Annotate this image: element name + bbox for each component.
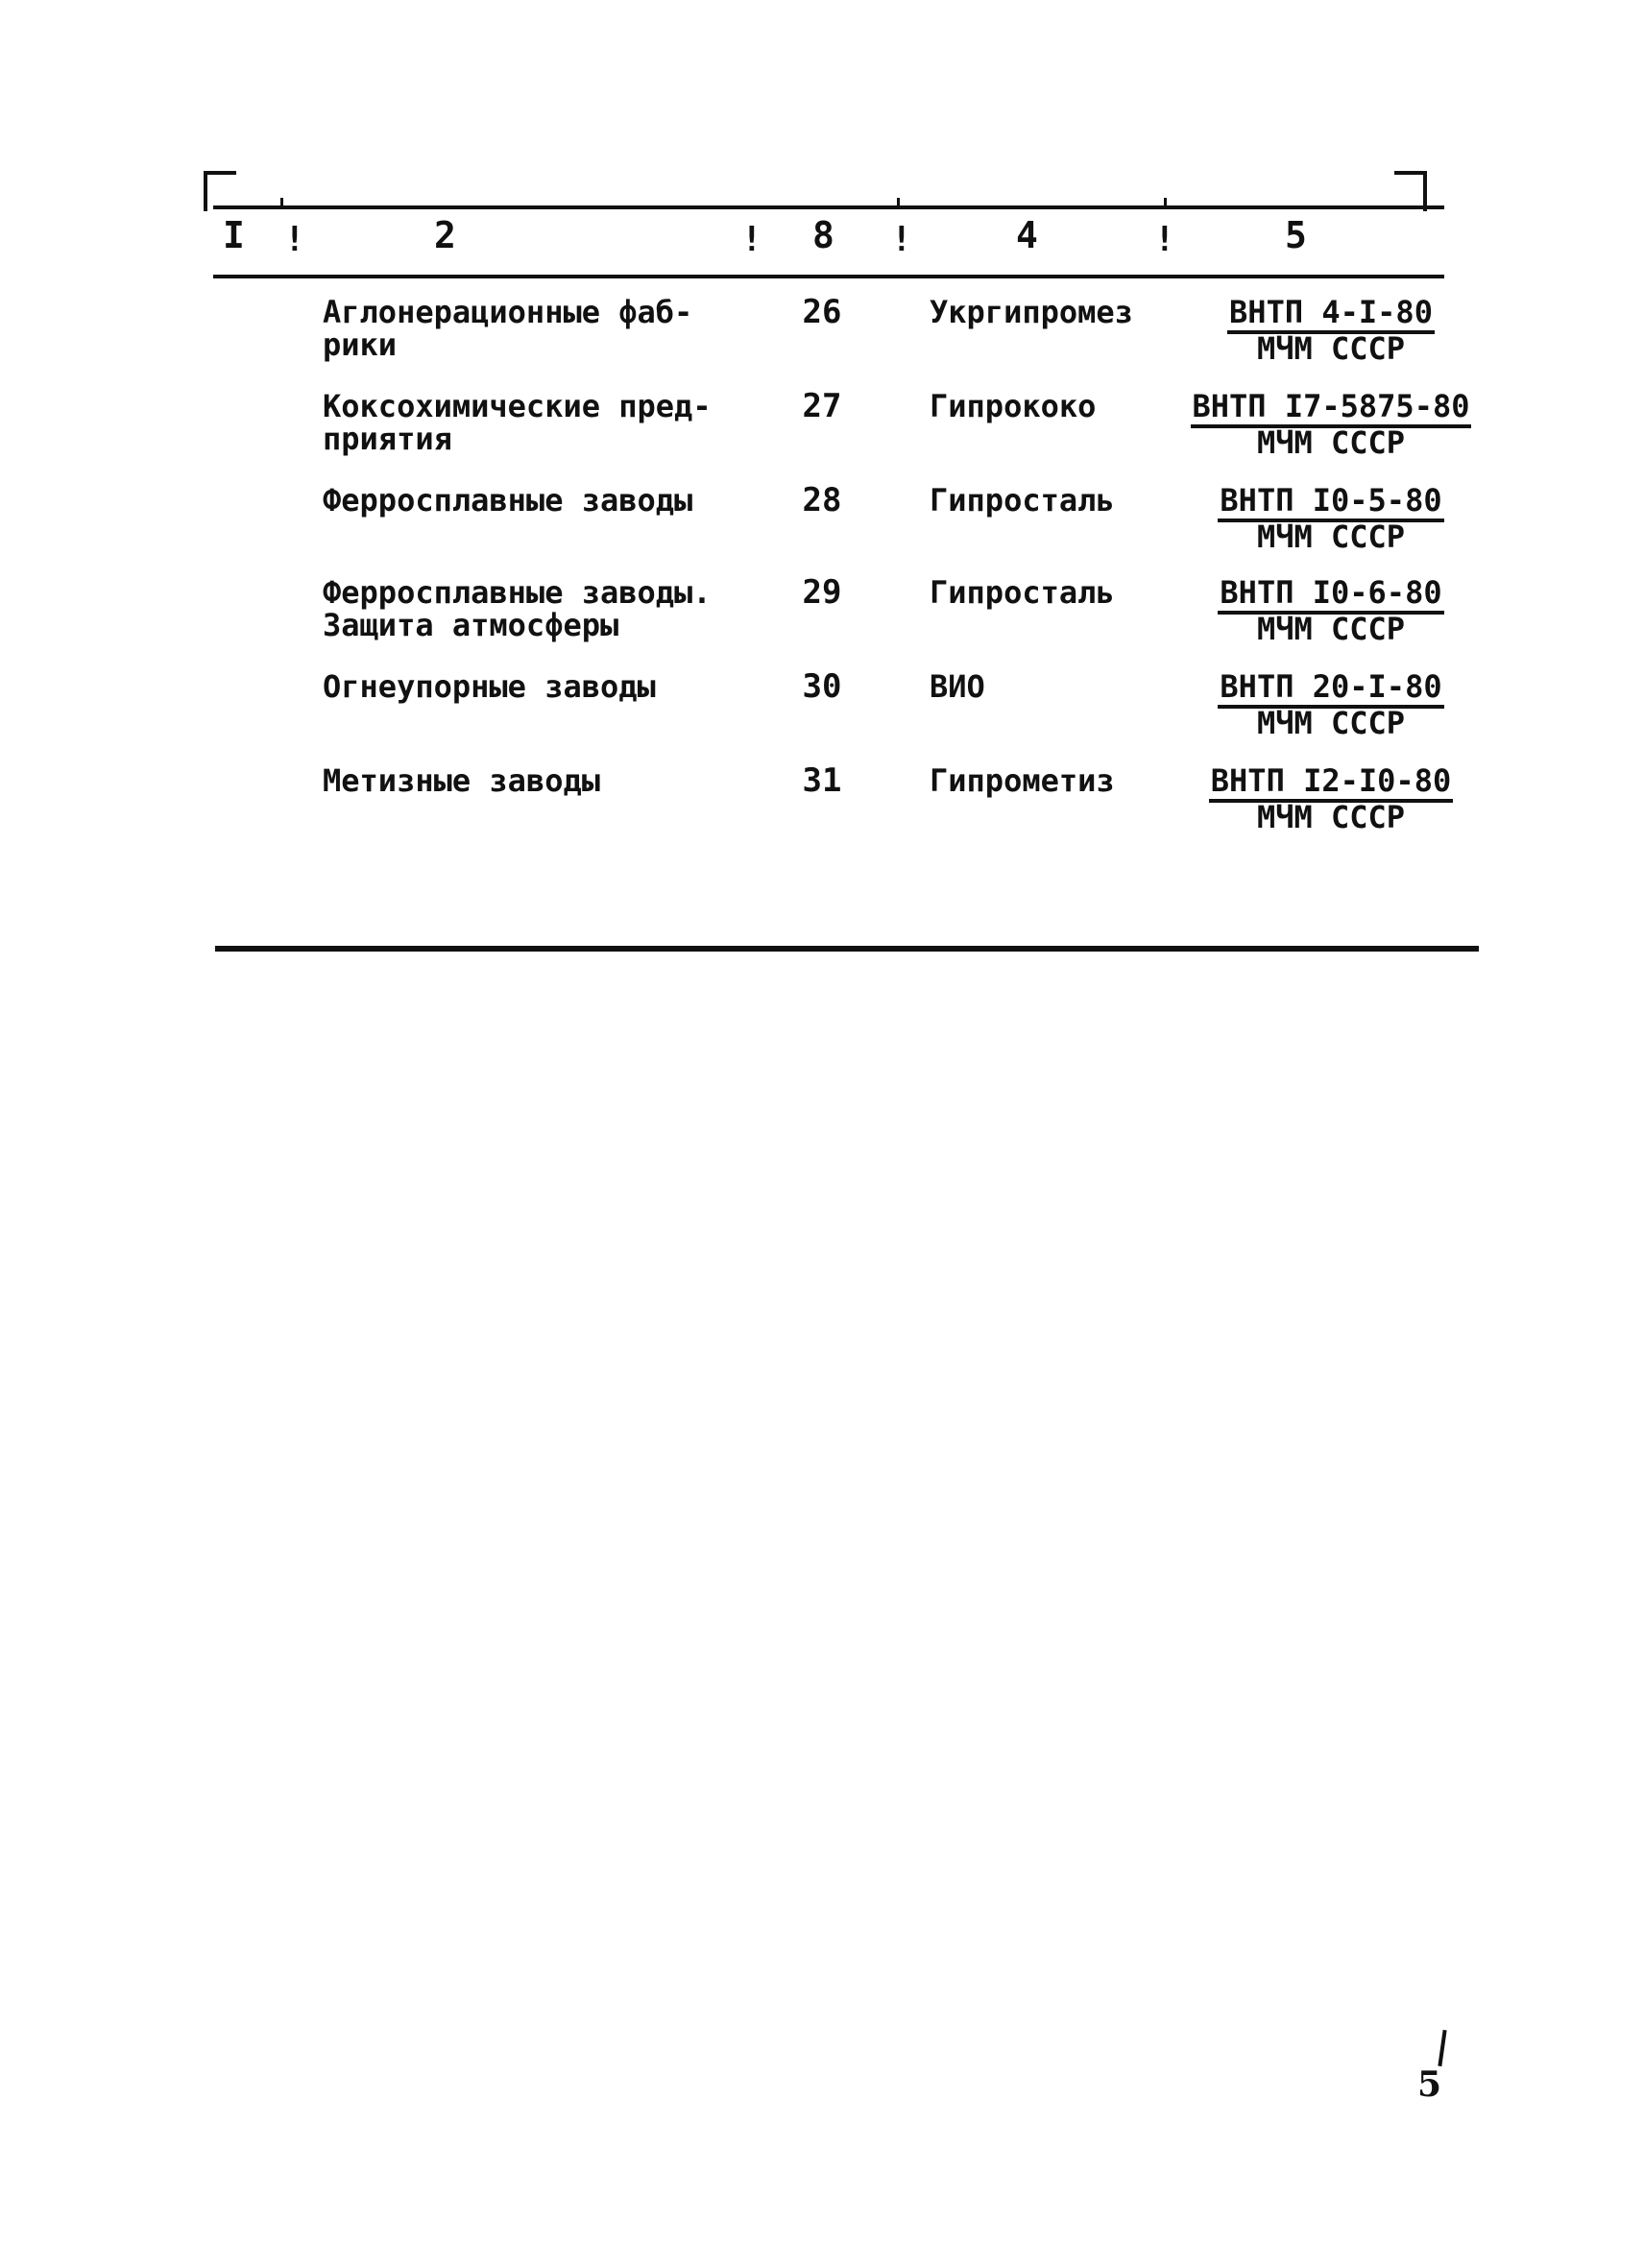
table-header-rule [213, 275, 1444, 278]
column-tick [1164, 198, 1167, 207]
standard-code: ВНТП I0-6-80 [1218, 576, 1443, 615]
standard-code: ВНТП 20-I-80 [1218, 670, 1443, 709]
standard-code: ВНТП I0-5-80 [1218, 484, 1443, 522]
item-number: 28 [802, 481, 842, 519]
page-corner-mark [1438, 2030, 1446, 2066]
standard-reference [1177, 576, 1485, 645]
item-number: 31 [802, 761, 842, 800]
column-tick [280, 198, 283, 207]
table-row [0, 481, 1644, 570]
header-col-2: 2 [434, 214, 456, 256]
organization-name: Укргипромез [930, 294, 1133, 330]
standard-ministry: МЧМ СССР [1256, 519, 1406, 555]
table-row [0, 761, 1644, 851]
standard-reference [1177, 484, 1485, 553]
standard-ministry: МЧМ СССР [1256, 424, 1406, 461]
enterprise-name: Огнеупорные заводы [323, 668, 656, 705]
standard-reference [1177, 296, 1485, 365]
table-row [0, 573, 1644, 663]
page-number: 5 [1417, 2064, 1442, 2105]
header-col-5: 5 [1285, 214, 1307, 256]
header-col-3: 8 [812, 214, 834, 256]
enterprise-name: Метизные заводы [323, 762, 600, 799]
organization-name: Гипрометиз [930, 762, 1115, 799]
header-separator: ! [284, 220, 305, 259]
item-number: 26 [802, 293, 842, 331]
standard-reference [1177, 670, 1485, 739]
item-number: 30 [802, 667, 842, 706]
standard-ministry: МЧМ СССР [1256, 330, 1406, 367]
enterprise-name: Аглонерационные фаб- рики [323, 294, 693, 363]
standard-code: ВНТП I7-5875-80 [1191, 390, 1472, 428]
standard-ministry: МЧМ СССР [1256, 799, 1406, 835]
standard-code: ВНТП 4-I-80 [1227, 296, 1435, 334]
enterprise-name: Коксохимические пред- приятия [323, 388, 712, 457]
table-bottom-rule [215, 946, 1479, 952]
enterprise-name: Ферросплавные заводы [323, 482, 693, 519]
table-top-rule [213, 205, 1444, 209]
table-row [0, 667, 1644, 757]
table-row [0, 387, 1644, 476]
organization-name: Гипросталь [930, 482, 1115, 519]
organization-name: Гипросталь [930, 574, 1115, 611]
header-separator: ! [741, 220, 762, 259]
item-number: 29 [802, 573, 842, 612]
standard-ministry: МЧМ СССР [1256, 705, 1406, 741]
header-col-4: 4 [1016, 214, 1038, 256]
organization-name: Гипрококо [930, 388, 1097, 424]
organization-name: ВИО [930, 668, 985, 705]
header-separator: ! [891, 220, 912, 259]
enterprise-name: Ферросплавные заводы. Защита атмосферы [323, 574, 712, 643]
standard-reference [1177, 390, 1485, 459]
column-tick [897, 198, 900, 207]
item-number: 27 [802, 387, 842, 425]
table-row [0, 293, 1644, 382]
header-col-1: I [223, 214, 245, 256]
standard-reference [1177, 764, 1485, 833]
standard-code: ВНТП I2-I0-80 [1209, 764, 1453, 803]
standard-ministry: МЧМ СССР [1256, 611, 1406, 647]
header-separator: ! [1154, 220, 1175, 259]
